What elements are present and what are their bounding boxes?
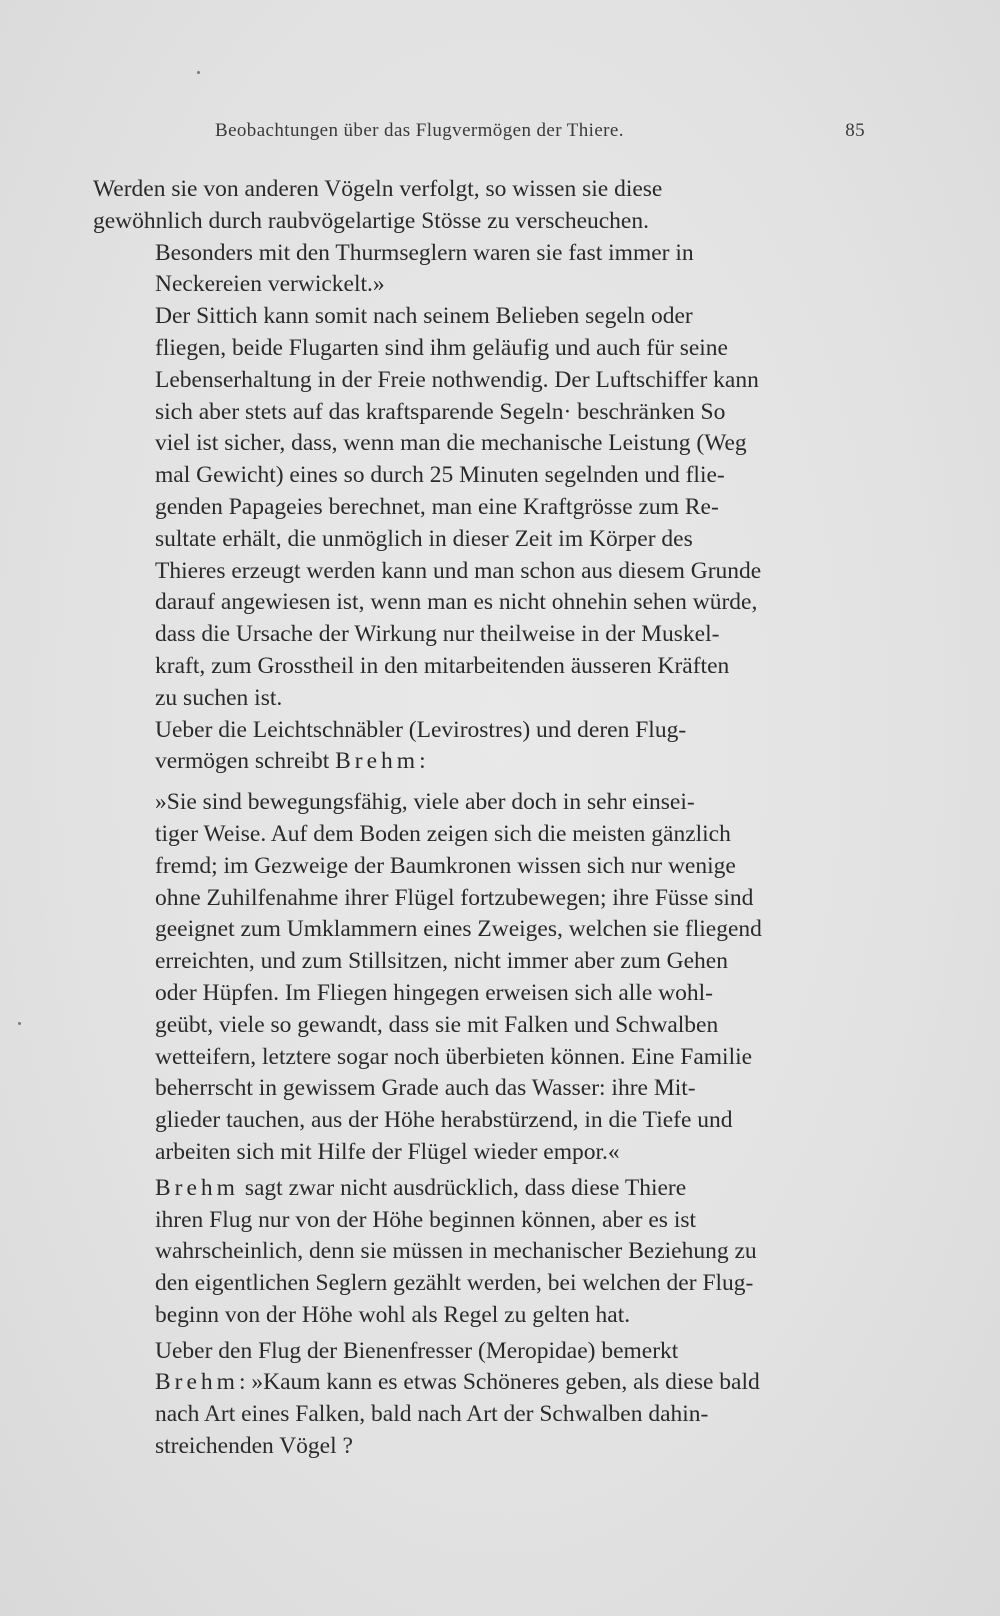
paper-speck — [197, 71, 200, 74]
text-line: beherrscht in gewissem Grade auch das Wasser: ihre Mit- — [155, 1075, 696, 1102]
text-line: fliegen, beide Flugarten sind ihm geläufig und auch für seine — [155, 334, 728, 361]
text-line: tiger Weise. Auf dem Boden zeigen sich die meisten gänzlich — [155, 820, 731, 847]
paragraph — [93, 1173, 865, 1332]
text-line: arbeiten sich mit Hilfe der Flügel wieder empor.« — [155, 1138, 620, 1165]
paper-speck — [18, 1022, 21, 1025]
text-line: Der Sittich kann somit nach seinem Belieben segeln oder — [155, 303, 693, 330]
text-fragment: : »Kaum kann es etwas Schöneres geben, als diese bald — [238, 1369, 760, 1396]
paragraph — [93, 238, 865, 302]
text-line: dass die Ursache der Wirkung nur theilweise in der Muskel- — [155, 621, 720, 648]
text-line: streichenden Vögel ? — [155, 1433, 353, 1460]
text-line: sich aber stets auf das kraftsparende Segeln· beschränken So — [155, 398, 726, 425]
text-line: ohne Zuhilfenahme ihrer Flügel fortzubewegen; ihre Füsse sind — [155, 884, 754, 911]
text-line: Lebenserhaltung in der Freie nothwendig. Der Luftschiffer kann — [155, 366, 759, 393]
text-line: wahrscheinlich, denn sie müssen in mechanischer Beziehung zu — [155, 1238, 757, 1265]
text-line: ihren Flug nur von der Höhe beginnen können, aber es ist — [155, 1206, 697, 1233]
paragraph — [93, 1336, 865, 1463]
text-line: den eigentlichen Seglern gezählt werden, bei welchen der Flug- — [155, 1270, 754, 1297]
text-line — [93, 1173, 865, 1205]
text-line: nach Art eines Falken, bald nach Art der Schwalben dahin- — [155, 1401, 709, 1428]
text-fragment: sagt zwar nicht ausdrücklich, dass diese Thiere — [238, 1174, 687, 1201]
text-line: erreichten, und zum Stillsitzen, nicht immer aber zum Gehen — [155, 948, 728, 975]
text-fragment: vermögen schreibt — [155, 748, 336, 775]
text-line: fremd; im Gezweige der Baumkronen wissen sich nur wenige — [155, 852, 736, 879]
text-line: zu suchen ist. — [155, 684, 283, 711]
text-line: sultate erhält, die unmöglich in dieser Zeit im Körper des — [155, 525, 693, 552]
text-line: wetteifern, letztere sogar noch überbieten können. Eine Familie — [155, 1043, 753, 1070]
author-name: Brehm — [155, 1174, 239, 1201]
running-title: Beobachtungen über das Flugvermögen der Thiere. — [215, 120, 624, 141]
text-line: Neckereien verwickelt.» — [155, 271, 385, 298]
paragraph — [93, 174, 865, 238]
text-line: geübt, viele so gewandt, dass sie mit Falken und Schwalben — [155, 1011, 719, 1038]
text-fragment: : — [419, 748, 426, 775]
text-line: gewöhnlich durch raubvögelartige Stösse zu verscheuchen. — [93, 207, 649, 234]
text-line: beginn von der Höhe wohl als Regel zu gelten hat. — [155, 1301, 631, 1328]
text-line: geeignet zum Umklammern eines Zweiges, welchen sie fliegend — [155, 916, 762, 943]
paragraph — [93, 301, 865, 714]
quotation — [93, 787, 865, 1169]
text-line: Besonders mit den Thurmseglern waren sie fast immer in — [155, 239, 694, 266]
author-name: Brehm — [335, 748, 420, 775]
text-line: genden Papageies berechnet, man eine Kraftgrösse zum Re- — [155, 493, 719, 520]
text-line: glieder tauchen, aus der Höhe herabstürzend, in die Tiefe und — [155, 1107, 733, 1134]
text-line: kraft, zum Grosstheil in den mitarbeitenden äusseren Kräften — [155, 652, 730, 679]
text-line — [93, 1367, 865, 1399]
author-name: Brehm — [155, 1369, 239, 1396]
text-line: »Sie sind bewegungsfähig, viele aber doch in sehr einsei- — [155, 789, 695, 816]
text-line: mal Gewicht) eines so durch 25 Minuten segelnden und flie- — [155, 462, 725, 489]
running-header — [215, 120, 865, 150]
text-line: viel ist sicher, dass, wenn man die mechanische Leistung (Weg — [155, 430, 747, 457]
text-line: Werden sie von anderen Vögeln verfolgt, so wissen sie diese — [93, 176, 663, 202]
text-line — [93, 746, 865, 778]
text-line: Thieres erzeugt werden kann und man schon aus diesem Grunde — [155, 557, 762, 584]
text-line: darauf angewiesen ist, wenn man es nicht ohnehin sehen würde, — [155, 589, 758, 616]
text-line: oder Hüpfen. Im Fliegen hingegen erweisen sich alle wohl- — [155, 979, 713, 1006]
page-number: 85 — [845, 120, 865, 141]
page-body — [93, 174, 865, 1463]
text-line: Ueber den Flug der Bienenfresser (Meropidae) bemerkt — [155, 1337, 679, 1364]
paragraph — [93, 715, 865, 779]
text-line: Ueber die Leichtschnäbler (Levirostres) und deren Flug- — [155, 716, 687, 743]
